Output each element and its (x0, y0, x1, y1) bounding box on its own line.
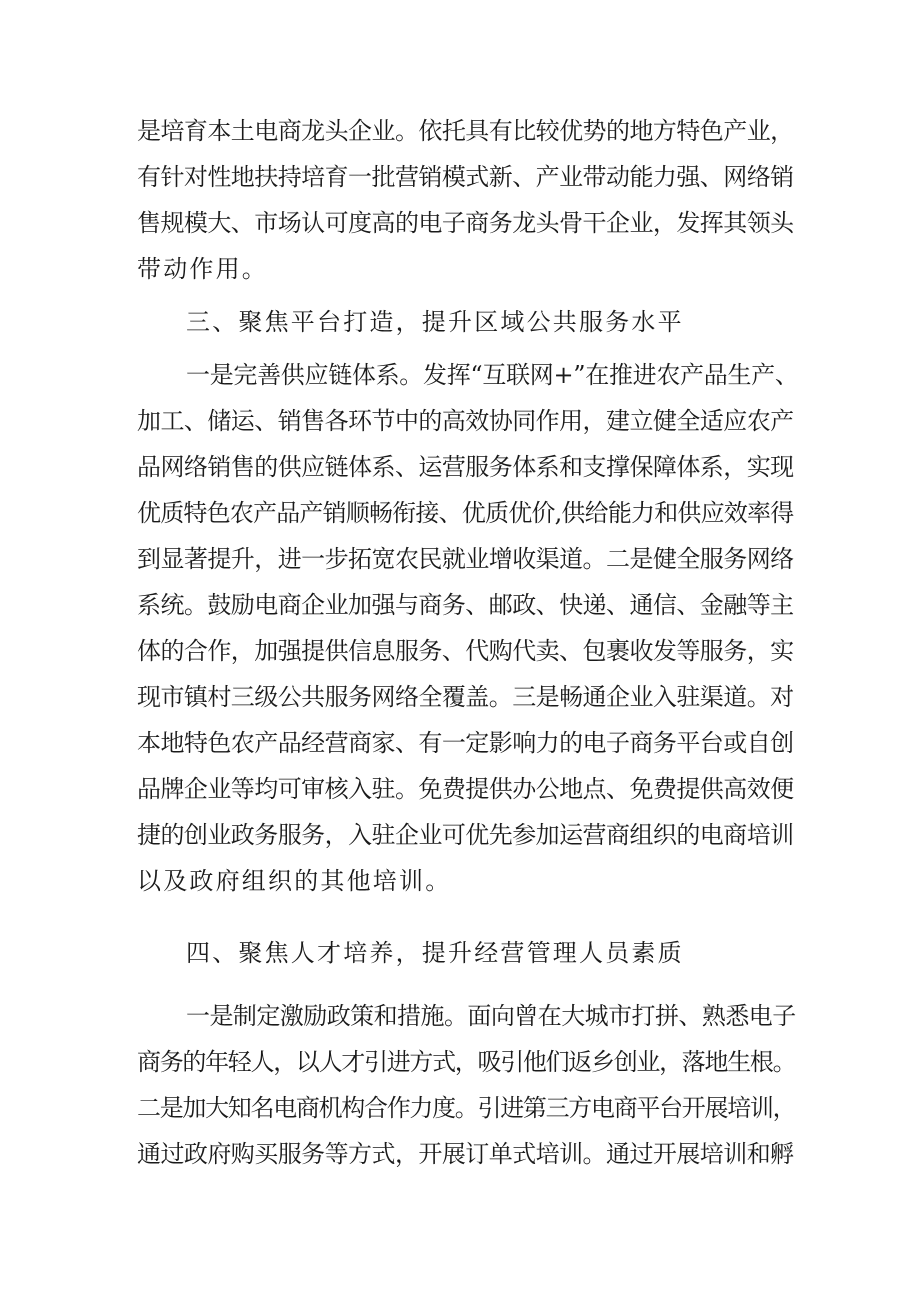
paragraph-line: 捷的创业政务服务，入驻企业可优先参加运营商组织的电商培训 (137, 821, 794, 849)
paragraph-line: 商务的年轻人，以人才引进方式，吸引他们返乡创业，落地生根。 (137, 1048, 796, 1076)
paragraph-line: 品网络销售的供应链体系、运营服务体系和支撑保障体系，实现 (137, 453, 794, 481)
paragraph-line: 品牌企业等均可审核入驻。免费提供办公地点、免费提供高效便 (137, 775, 794, 803)
paragraph-line: 优质特色农产品产销顺畅衔接、优质优价,供给能力和供应效率得 (137, 499, 794, 527)
paragraph-line: 系统。鼓励电商企业加强与商务、邮政、快递、通信、金融等主 (137, 591, 794, 619)
paragraph-line: 是培育本土电商龙头企业。依托具有比较优势的地方特色产业， (137, 117, 794, 145)
paragraph-line: 一是完善供应链体系。发挥“互联网+”在推进农产品生产、 (186, 361, 799, 389)
paragraph-line: 到显著提升，进一步拓宽农民就业增收渠道。二是健全服务网络 (137, 545, 794, 573)
paragraph-line: 售规模大、市场认可度高的电子商务龙头骨干企业，发挥其领头 (137, 209, 794, 237)
paragraph-line: 有针对性地扶持培育一批营销模式新、产业带动能力强、网络销 (137, 163, 794, 191)
section-heading: 三、聚焦平台打造，提升区域公共服务水平 (186, 308, 684, 336)
paragraph-line: 现市镇村三级公共服务网络全覆盖。三是畅通企业入驻渠道。对 (137, 683, 794, 711)
paragraph-line: 一是制定激励政策和措施。面向曾在大城市打拼、熟悉电子 (186, 1002, 796, 1030)
paragraph-line: 以及政府组织的其他培训。 (137, 867, 452, 895)
paragraph-line: 通过政府购买服务等方式，开展订单式培训。通过开展培训和孵 (137, 1140, 794, 1168)
paragraph-line: 本地特色农产品经营商家、有一定影响力的电子商务平台或自创 (137, 729, 794, 757)
paragraph-line: 二是加大知名电商机构合作力度。引进第三方电商平台开展培训， (137, 1094, 796, 1122)
paragraph-line: 加工、储运、销售各环节中的高效协同作用，建立健全适应农产 (137, 407, 794, 435)
paragraph-line: 体的合作，加强提供信息服务、代购代卖、包裹收发等服务，实 (137, 637, 794, 665)
section-heading: 四、聚焦人才培养，提升经营管理人员素质 (186, 939, 684, 967)
paragraph-line: 带动作用。 (137, 255, 268, 283)
